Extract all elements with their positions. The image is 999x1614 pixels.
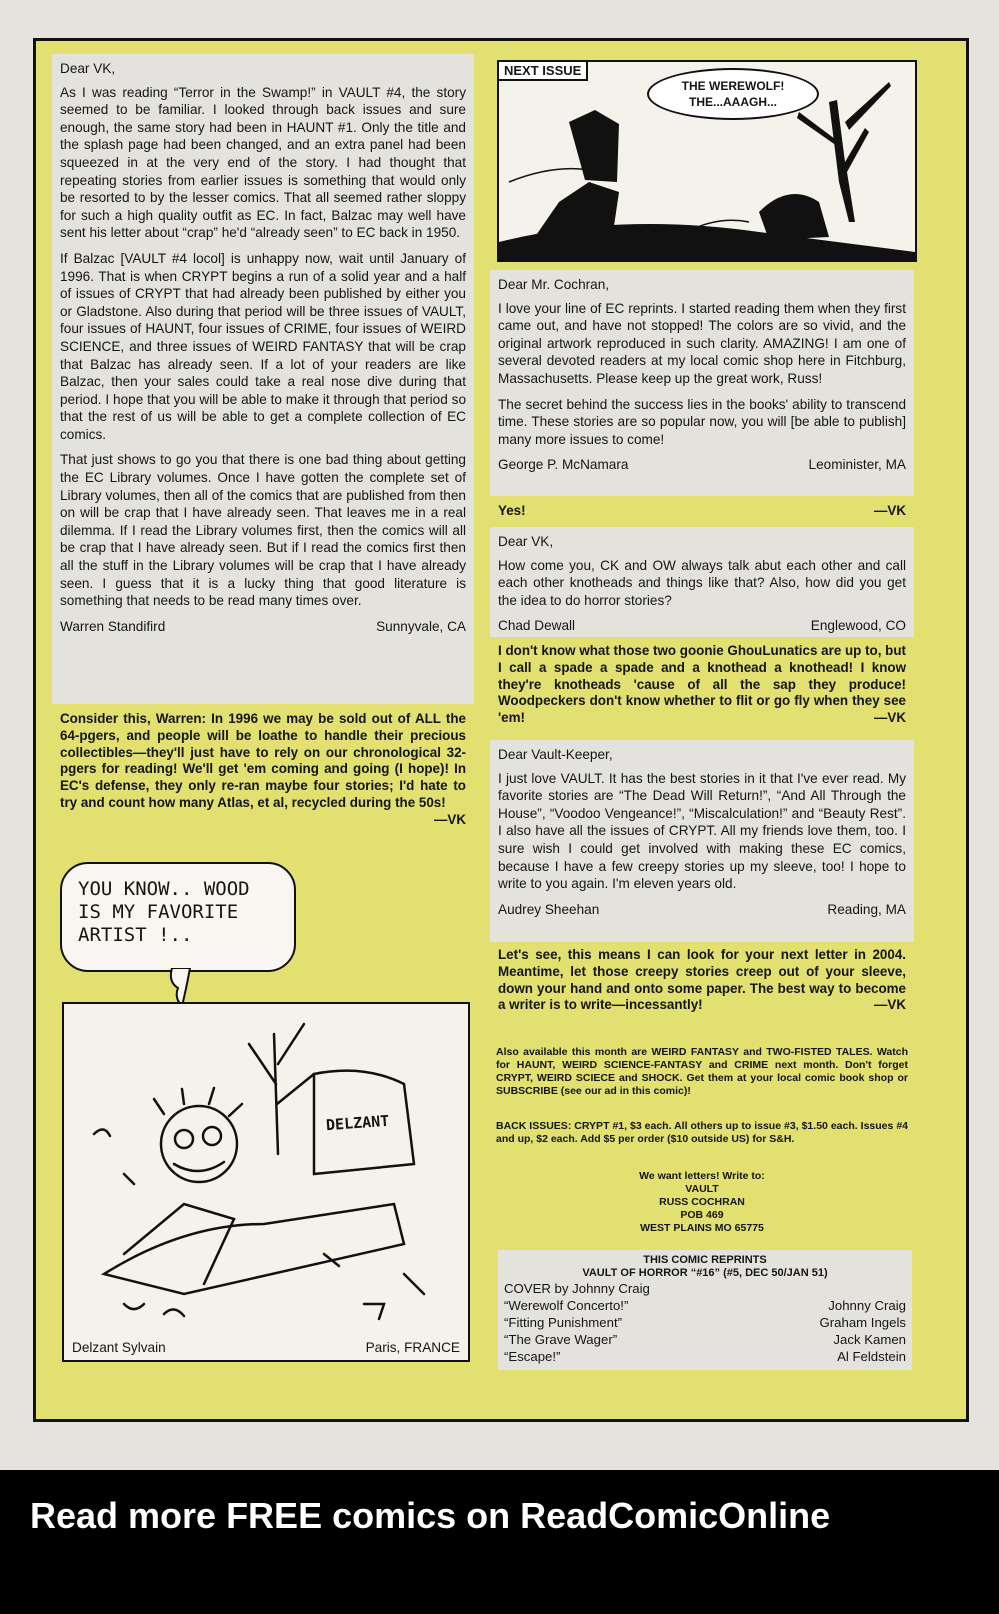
address-line: RUSS COCHRAN — [659, 1196, 745, 1208]
letter-signature — [60, 618, 466, 635]
letter-author: George P. McNamara — [498, 457, 629, 473]
letter-paragraph: How come you, CK and OW always talk abut each other and call each other knotheads and things like that? Also, how did you get the idea to do horror stories? — [498, 557, 906, 608]
notice-back-issues: BACK ISSUES: CRYPT #1, $3 each. All others up to issue #3, $1.50 each. Issues #4 and up, $2 each. Add $5 per order ($10 outside US) for S&H. — [496, 1120, 908, 1145]
letter-paragraph: As I was reading “Terror in the Swamp!” in VAULT #4, the story seemed to be familiar. I looked through back issues and sure enough, the same story had been in HAUNT #1. Only the title and the splash page had been changed, and an extra panel had been squeezed in at the very end of the story. I had thought that repeating stories from earlier issues is something that would only be resorted to by the lesser comics. That all seemed rather sloppy for such a high quality outfit as EC. In fact, Balzac may well have sent his letter about “crap” he'd “already seen” to EC back in 1950. — [60, 84, 466, 241]
credits-row — [504, 1314, 906, 1331]
letter-signature — [498, 617, 906, 634]
address-line: We want letters! Write to: — [639, 1170, 765, 1182]
letter-chad — [490, 527, 914, 637]
reply-george — [490, 503, 914, 520]
letter-location: Leominister, MA — [808, 457, 906, 473]
reply-text: I don't know what those two goonie GhouLunatics are up to, but I call a spade a spade and a knothead a knothead! I know they're knotheads 'cause of all the sap they produce! Woodpeckers don't know whether to flit or go fly when they see 'em! — [498, 643, 906, 726]
next-issue-tag: NEXT ISSUE — [499, 62, 588, 81]
letter-george — [490, 270, 914, 496]
thought-cloud: YOU KNOW.. WOOD IS MY FAVORITE ARTIST !.. — [60, 862, 296, 972]
reply-signature: —VK — [874, 503, 906, 518]
letter-paragraph: I love your line of EC reprints. I started reading them when they first came out, and have not stopped! The colors are so vivid, and the original artwork reproduced in such clarity. AMAZING! I am one of several devoted readers at my local comic shop here in Fitchburg, Massachusetts. Please keep up the great work, Russ! — [498, 300, 906, 386]
letter-location: Englewood, CO — [810, 618, 906, 634]
address-line: WEST PLAINS MO 65775 — [640, 1222, 764, 1234]
reprint-credits — [498, 1250, 912, 1370]
sketch-drawing — [64, 1004, 468, 1334]
reply-signature: —VK — [874, 709, 906, 725]
credits-heading: VAULT OF HORROR “#16” (#5, DEC 50/JAN 51) — [582, 1267, 828, 1279]
story-title: “Fitting Punishment” — [504, 1315, 622, 1330]
credits-row — [504, 1348, 906, 1365]
cover-credit: COVER by Johnny Craig — [504, 1281, 650, 1296]
credits-cover — [504, 1280, 906, 1297]
story-artist: Johnny Craig — [828, 1298, 906, 1313]
letter-warren — [52, 54, 474, 704]
letter-salutation: Dear VK, — [60, 61, 116, 76]
fan-sketch — [62, 1002, 470, 1362]
letter-salutation: Dear Vault-Keeper, — [498, 747, 613, 762]
reply-audrey — [490, 947, 914, 1014]
balloon-line: THE WEREWOLF! — [681, 79, 785, 93]
credits-row — [504, 1297, 906, 1314]
story-artist: Jack Kamen — [833, 1332, 906, 1347]
letter-author: Audrey Sheehan — [498, 901, 600, 917]
letter-paragraph: I just love VAULT. It has the best stories in it that I've ever read. My favorite stories are “The Dead Will Return!”, “And All Through the House”, “Voodoo Vengeance!”, “Miscalculation!” and “Beauty Rest”. I also have all the issues of CRYPT. All my friends love them, too. I sure wish I could get involved with making these EC comics, because I have a few creepy stories up my sleeve, too! I hope to write to you again. I'm eleven years old. — [498, 770, 906, 892]
sketch-signature: DELZANT — [325, 1111, 390, 1135]
address-line: POB 469 — [680, 1209, 724, 1221]
credits-heading: THIS COMIC REPRINTS — [643, 1254, 767, 1266]
letter-author: Chad Dewall — [498, 618, 576, 634]
balloon-line: THE...AAAGH... — [688, 95, 777, 109]
notice-available: Also available this month are WEIRD FANTASY and TWO-FISTED TALES. Watch for HAUNT, WEIRD SCIENCE-FANTASY and CRIME next month. Don't forget CRYPT, WEIRD SCIECE and SHOCK. Get them at your local comic book shop or SUBSCRIBE (see our ad in this comic)! — [496, 1046, 908, 1097]
sketch-caption — [72, 1339, 460, 1356]
reply-signature: —VK — [874, 997, 906, 1013]
letter-signature — [498, 456, 906, 473]
credits-row — [504, 1331, 906, 1348]
letter-author: Warren Standifird — [60, 618, 166, 634]
reply-text: Yes! — [498, 503, 526, 518]
story-title: “Escape!” — [504, 1349, 561, 1364]
reply-warren — [52, 711, 474, 829]
reply-chad — [490, 643, 914, 727]
reply-signature: —VK — [434, 811, 466, 827]
next-issue-panel — [497, 60, 917, 262]
promo-banner[interactable] — [0, 1470, 999, 1614]
reply-text: Let's see, this means I can look for your next letter in 2004. Meantime, let those creepy stories creep out of your sleeve, down your hand and onto some paper. The best way to become a writer is to write—incessantly! — [498, 947, 906, 1013]
sketch-location: Paris, FRANCE — [365, 1340, 460, 1355]
speech-balloon — [647, 68, 819, 120]
letter-signature — [498, 901, 906, 918]
story-title: “The Grave Wager” — [504, 1332, 618, 1347]
story-title: “Werewolf Concerto!” — [504, 1298, 629, 1313]
promo-banner-text[interactable]: Read more FREE comics on ReadComicOnline — [30, 1495, 831, 1536]
letter-paragraph: The secret behind the success lies in the books' ability to transcend time. These stories are so popular now, you will [be able to publish] many more issues to come! — [498, 396, 906, 447]
letter-salutation: Dear Mr. Cochran, — [498, 277, 610, 292]
sketch-artist: Delzant Sylvain — [72, 1340, 166, 1355]
letter-location: Sunnyvale, CA — [376, 618, 466, 634]
letter-audrey — [490, 740, 914, 942]
letter-paragraph: That just shows to go you that there is one bad thing about getting the EC Library volumes. Once I have gotten the complete set of Library volumes, then all of the comics that are published from then on will be crap that I have already seen. That leaves me in a real dilemma. If I read the Library volumes first, then the comics will all be crap that I have already seen. But if I read the comics first then all the stuff in the Library volumes will be crap that I have already seen. I guess that it is a lucky thing that good literature is something that needs to be read many times over. — [60, 452, 466, 609]
address-line: VAULT — [685, 1183, 719, 1195]
notice-address — [490, 1170, 914, 1235]
reply-text: Consider this, Warren: In 1996 we may be sold out of ALL the 64-pgers, and people will be loathe to handle their precious collectibles—they'll just have to rely on our chronological 32-pgers for reading! We'll get 'em coming and going (I hope)! In EC's defense, they only re-ran maybe four stories; I'd hate to try and count how many Atlas, et al, recycled during the 50s! — [60, 711, 466, 810]
story-artist: Graham Ingels — [819, 1315, 906, 1330]
letter-paragraph: If Balzac [VAULT #4 locol] is unhappy now, wait until January of 1996. That is when CRYPT begins a run of a solid year and a half of issues of CRYPT that had already been published by either you or Gladstone. Also during that period will be three issues of VAULT, four issues of HAUNT, four issues of CRIME, four issues of WEIRD SCIENCE, and three issues of WEIRD FANTASY that will be crap that Balzac has already seen. If a lot of your readers are like Balzac, then your sales could take a real nose dive during that period. I hope that you will be able to make it through that period so that the rest of us will be able to get a complete collection of EC comics. — [60, 250, 466, 442]
letter-salutation: Dear VK, — [498, 534, 554, 549]
story-artist: Al Feldstein — [837, 1349, 906, 1364]
letter-location: Reading, MA — [827, 901, 906, 917]
